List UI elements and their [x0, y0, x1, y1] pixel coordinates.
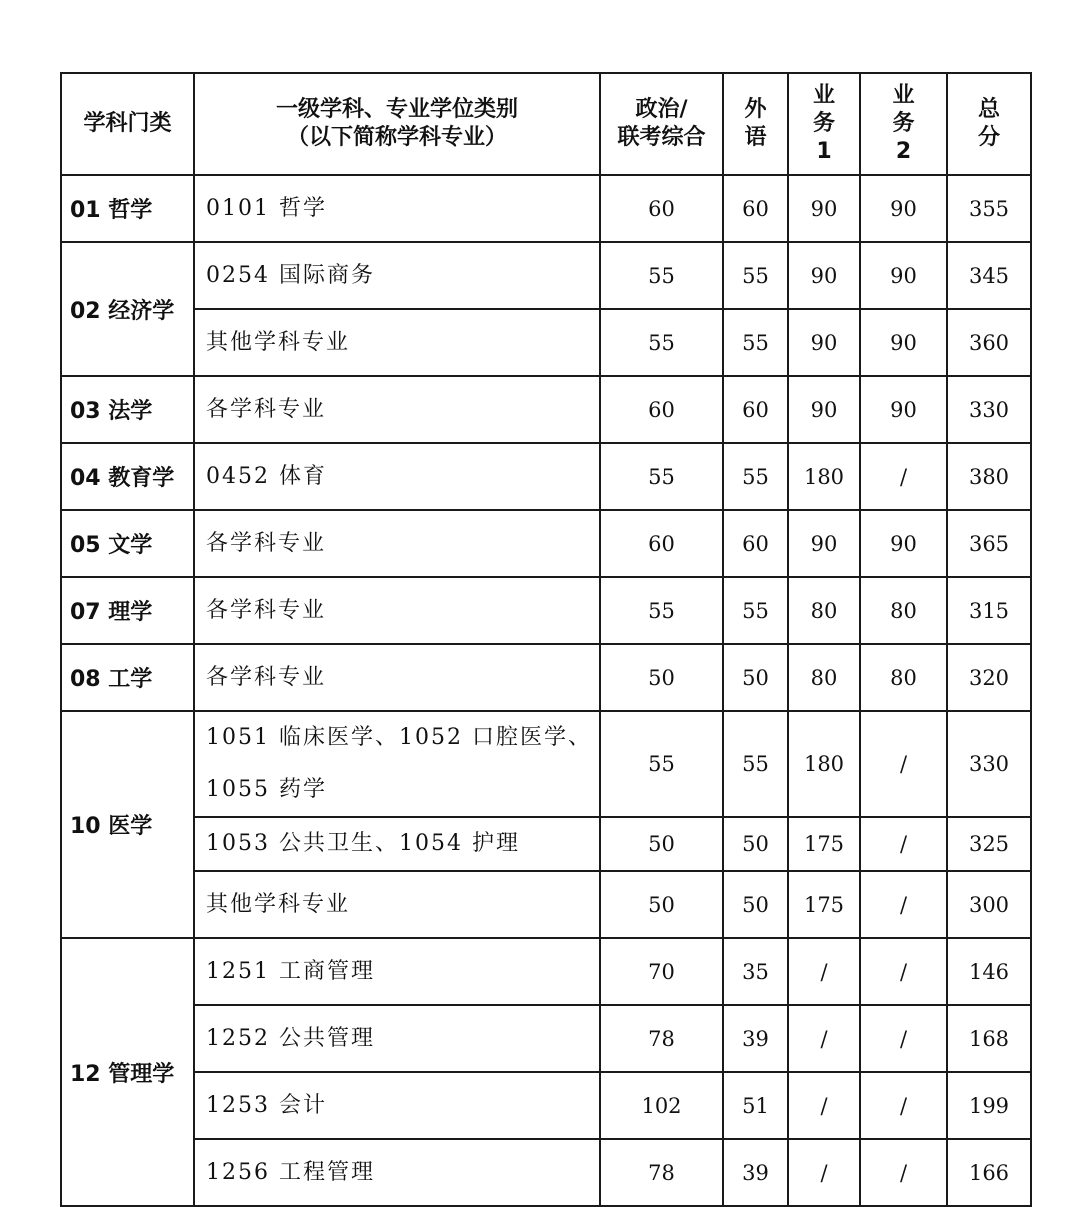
- category-cell: 05 文学: [61, 510, 194, 577]
- major2-cell: /: [860, 817, 947, 871]
- header-major1-line3: 1: [816, 139, 832, 164]
- table-row: [61, 871, 1031, 938]
- major1-cell: 175: [788, 817, 860, 871]
- major1-cell: 90: [788, 175, 860, 242]
- foreign-cell: 50: [723, 644, 788, 711]
- politics-cell: 55: [600, 577, 723, 644]
- foreign-cell: 35: [723, 938, 788, 1005]
- total-cell: 380: [947, 443, 1031, 510]
- major2-cell: 90: [860, 242, 947, 309]
- table-row: [61, 938, 1031, 1005]
- subject-cell: 各学科专业: [194, 644, 600, 711]
- major2-cell: /: [860, 443, 947, 510]
- score-table: [60, 72, 1032, 1207]
- total-cell: 146: [947, 938, 1031, 1005]
- header-politics-line1: 政治/: [635, 97, 688, 122]
- total-cell: 300: [947, 871, 1031, 938]
- total-cell: 330: [947, 711, 1031, 817]
- header-subject: [194, 73, 600, 175]
- major2-cell: 90: [860, 175, 947, 242]
- major1-cell: /: [788, 1072, 860, 1139]
- foreign-cell: 55: [723, 443, 788, 510]
- subject-cell: 1252 公共管理: [194, 1005, 600, 1072]
- total-cell: 315: [947, 577, 1031, 644]
- foreign-cell: 50: [723, 817, 788, 871]
- category-cell: 01 哲学: [61, 175, 194, 242]
- subject-cell: 1253 会计: [194, 1072, 600, 1139]
- politics-cell: 70: [600, 938, 723, 1005]
- foreign-cell: 50: [723, 871, 788, 938]
- category-cell: 02 经济学: [61, 242, 194, 376]
- total-cell: 320: [947, 644, 1031, 711]
- header-major2-line2: 务: [892, 111, 915, 136]
- subject-cell: 0101 哲学: [194, 175, 600, 242]
- major1-cell: 80: [788, 577, 860, 644]
- foreign-cell: 55: [723, 309, 788, 376]
- major1-cell: 90: [788, 376, 860, 443]
- total-cell: 168: [947, 1005, 1031, 1072]
- subject-cell: 其他学科专业: [194, 309, 600, 376]
- foreign-cell: 51: [723, 1072, 788, 1139]
- total-cell: 199: [947, 1072, 1031, 1139]
- total-cell: 325: [947, 817, 1031, 871]
- table-row: [61, 1072, 1031, 1139]
- major1-cell: 90: [788, 510, 860, 577]
- politics-cell: 50: [600, 871, 723, 938]
- politics-cell: 78: [600, 1139, 723, 1206]
- subject-cell: 0452 体育: [194, 443, 600, 510]
- header-total-line2: 分: [977, 125, 1000, 150]
- total-cell: 330: [947, 376, 1031, 443]
- major2-cell: 90: [860, 376, 947, 443]
- total-cell: 360: [947, 309, 1031, 376]
- politics-cell: 55: [600, 242, 723, 309]
- major2-cell: 90: [860, 309, 947, 376]
- subject-cell: 1053 公共卫生、1054 护理: [194, 817, 600, 871]
- table-row: [61, 376, 1031, 443]
- major2-cell: 80: [860, 577, 947, 644]
- header-foreign: [723, 73, 788, 175]
- category-cell: 08 工学: [61, 644, 194, 711]
- subject-cell: 各学科专业: [194, 577, 600, 644]
- total-cell: 355: [947, 175, 1031, 242]
- header-major2-line1: 业: [892, 83, 915, 108]
- header-major1-line1: 业: [812, 83, 835, 108]
- header-major1-line2: 务: [812, 111, 835, 136]
- major1-cell: 180: [788, 711, 860, 817]
- politics-cell: 60: [600, 175, 723, 242]
- major2-cell: /: [860, 1139, 947, 1206]
- politics-cell: 102: [600, 1072, 723, 1139]
- header-politics: [600, 73, 723, 175]
- major1-cell: /: [788, 1005, 860, 1072]
- table-row: [61, 242, 1031, 309]
- foreign-cell: 39: [723, 1005, 788, 1072]
- foreign-cell: 60: [723, 376, 788, 443]
- subject-cell: 其他学科专业: [194, 871, 600, 938]
- major2-cell: /: [860, 1072, 947, 1139]
- table-row: [61, 817, 1031, 871]
- politics-cell: 60: [600, 376, 723, 443]
- foreign-cell: 55: [723, 577, 788, 644]
- header-total-line1: 总: [977, 97, 1000, 122]
- category-cell: 12 管理学: [61, 938, 194, 1206]
- major2-cell: /: [860, 1005, 947, 1072]
- major1-cell: 80: [788, 644, 860, 711]
- major2-cell: /: [860, 711, 947, 817]
- major1-cell: 180: [788, 443, 860, 510]
- header-total: [947, 73, 1031, 175]
- table-row: [61, 309, 1031, 376]
- subject-cell: [194, 711, 600, 817]
- subject-line2: 1055 药学: [206, 777, 327, 802]
- major2-cell: /: [860, 871, 947, 938]
- header-major1: [788, 73, 860, 175]
- politics-cell: 55: [600, 443, 723, 510]
- header-major2: [860, 73, 947, 175]
- major1-cell: /: [788, 938, 860, 1005]
- category-cell: 10 医学: [61, 711, 194, 938]
- total-cell: 166: [947, 1139, 1031, 1206]
- politics-cell: 50: [600, 644, 723, 711]
- header-row: [61, 73, 1031, 175]
- table-row: [61, 443, 1031, 510]
- total-cell: 365: [947, 510, 1031, 577]
- table-row: [61, 577, 1031, 644]
- header-foreign-line2: 语: [744, 125, 767, 150]
- politics-cell: 55: [600, 711, 723, 817]
- header-major2-line3: 2: [895, 139, 912, 164]
- table-row: [61, 1005, 1031, 1072]
- major1-cell: /: [788, 1139, 860, 1206]
- foreign-cell: 60: [723, 175, 788, 242]
- foreign-cell: 60: [723, 510, 788, 577]
- subject-cell: 各学科专业: [194, 376, 600, 443]
- category-cell: 07 理学: [61, 577, 194, 644]
- table-row: [61, 510, 1031, 577]
- subject-cell: 各学科专业: [194, 510, 600, 577]
- header-foreign-line1: 外: [744, 97, 767, 122]
- table-row: [61, 1139, 1031, 1206]
- subject-cell: 1251 工商管理: [194, 938, 600, 1005]
- major1-cell: 90: [788, 309, 860, 376]
- header-subject-line1: 一级学科、专业学位类别: [275, 97, 518, 122]
- foreign-cell: 39: [723, 1139, 788, 1206]
- subject-cell: 1256 工程管理: [194, 1139, 600, 1206]
- major1-cell: 175: [788, 871, 860, 938]
- politics-cell: 78: [600, 1005, 723, 1072]
- subject-line1: 1051 临床医学、1052 口腔医学、: [206, 725, 592, 750]
- header-category: 学科门类: [61, 73, 194, 175]
- politics-cell: 60: [600, 510, 723, 577]
- foreign-cell: 55: [723, 242, 788, 309]
- politics-cell: 55: [600, 309, 723, 376]
- header-politics-line2: 联考综合: [617, 125, 706, 150]
- major2-cell: 80: [860, 644, 947, 711]
- major2-cell: 90: [860, 510, 947, 577]
- major1-cell: 90: [788, 242, 860, 309]
- subject-cell: 0254 国际商务: [194, 242, 600, 309]
- table-row: [61, 175, 1031, 242]
- major2-cell: /: [860, 938, 947, 1005]
- total-cell: 345: [947, 242, 1031, 309]
- foreign-cell: 55: [723, 711, 788, 817]
- politics-cell: 50: [600, 817, 723, 871]
- table-row: [61, 644, 1031, 711]
- category-cell: 03 法学: [61, 376, 194, 443]
- header-subject-line2: （以下简称学科专业）: [286, 125, 507, 150]
- table-row: [61, 711, 1031, 817]
- category-cell: 04 教育学: [61, 443, 194, 510]
